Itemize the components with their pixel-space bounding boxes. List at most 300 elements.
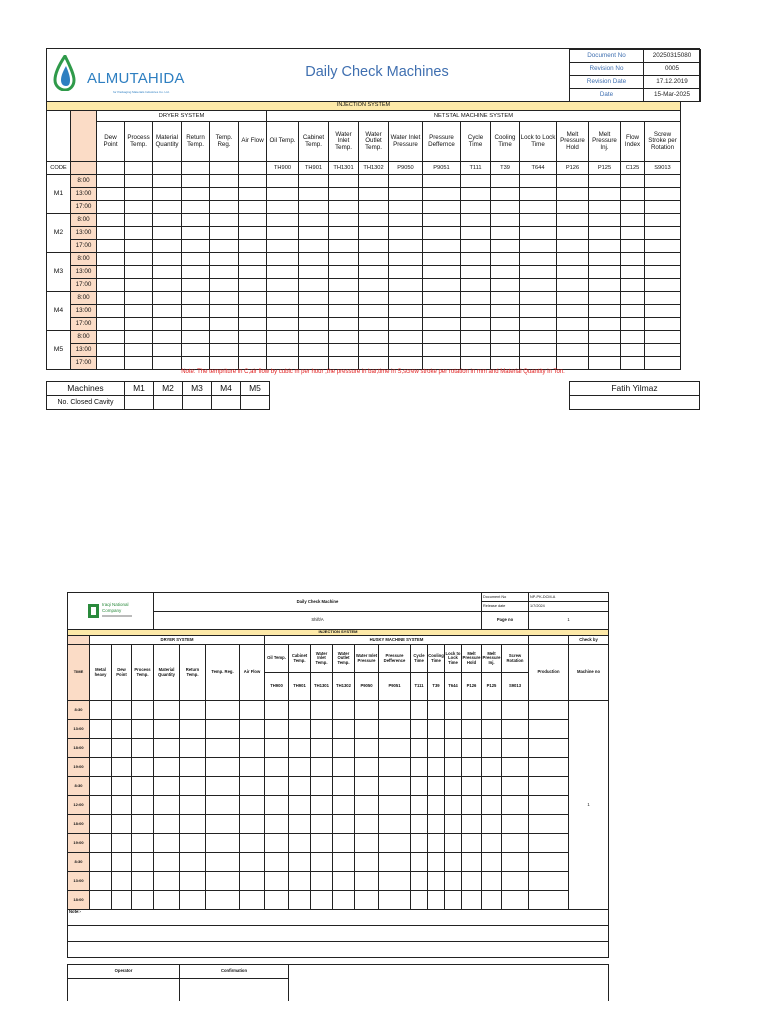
entry-cell[interactable] bbox=[112, 815, 132, 834]
entry-cell[interactable] bbox=[239, 188, 267, 201]
entry-cell[interactable] bbox=[502, 796, 529, 815]
entry-cell[interactable] bbox=[265, 777, 289, 796]
entry-cell[interactable] bbox=[90, 796, 112, 815]
entry-cell[interactable] bbox=[206, 834, 240, 853]
entry-cell[interactable] bbox=[182, 227, 210, 240]
entry-cell[interactable] bbox=[428, 739, 445, 758]
entry-cell[interactable] bbox=[299, 214, 329, 227]
entry-cell[interactable] bbox=[267, 214, 299, 227]
entry-cell[interactable] bbox=[329, 253, 359, 266]
entry-cell[interactable] bbox=[411, 777, 428, 796]
entry-cell[interactable] bbox=[210, 357, 239, 370]
entry-cell[interactable] bbox=[520, 175, 557, 188]
entry-cell[interactable] bbox=[132, 701, 154, 720]
entry-cell[interactable] bbox=[359, 331, 389, 344]
entry-cell[interactable] bbox=[379, 853, 411, 872]
entry-cell[interactable] bbox=[359, 305, 389, 318]
entry-cell[interactable] bbox=[379, 891, 411, 910]
entry-cell[interactable] bbox=[311, 720, 333, 739]
entry-cell[interactable] bbox=[329, 240, 359, 253]
entry-cell[interactable] bbox=[389, 357, 423, 370]
entry-cell[interactable] bbox=[482, 891, 502, 910]
entry-cell[interactable] bbox=[125, 292, 153, 305]
entry-cell[interactable] bbox=[125, 331, 153, 344]
entry-cell[interactable] bbox=[359, 253, 389, 266]
entry-cell[interactable] bbox=[240, 834, 265, 853]
entry-cell[interactable] bbox=[621, 292, 645, 305]
entry-cell[interactable] bbox=[180, 720, 206, 739]
entry-cell[interactable] bbox=[239, 201, 267, 214]
entry-cell[interactable] bbox=[482, 796, 502, 815]
entry-cell[interactable] bbox=[462, 815, 482, 834]
entry-cell[interactable] bbox=[329, 188, 359, 201]
entry-cell[interactable] bbox=[428, 796, 445, 815]
entry-cell[interactable] bbox=[265, 758, 289, 777]
entry-cell[interactable] bbox=[462, 872, 482, 891]
entry-cell[interactable] bbox=[153, 318, 182, 331]
signature-blank[interactable] bbox=[570, 396, 700, 410]
entry-cell[interactable] bbox=[529, 701, 569, 720]
entry-cell[interactable] bbox=[423, 227, 461, 240]
entry-cell[interactable] bbox=[557, 331, 589, 344]
entry-cell[interactable] bbox=[289, 834, 311, 853]
entry-cell[interactable] bbox=[482, 758, 502, 777]
entry-cell[interactable] bbox=[329, 279, 359, 292]
entry-cell[interactable] bbox=[491, 240, 520, 253]
entry-cell[interactable] bbox=[389, 331, 423, 344]
entry-cell[interactable] bbox=[311, 834, 333, 853]
entry-cell[interactable] bbox=[182, 357, 210, 370]
entry-cell[interactable] bbox=[125, 318, 153, 331]
entry-cell[interactable] bbox=[210, 175, 239, 188]
entry-cell[interactable] bbox=[491, 201, 520, 214]
entry-cell[interactable] bbox=[112, 891, 132, 910]
entry-cell[interactable] bbox=[239, 331, 267, 344]
entry-cell[interactable] bbox=[482, 701, 502, 720]
entry-cell[interactable] bbox=[379, 796, 411, 815]
entry-cell[interactable] bbox=[589, 305, 621, 318]
entry-cell[interactable] bbox=[311, 815, 333, 834]
operator-signature[interactable] bbox=[68, 979, 180, 1001]
entry-cell[interactable] bbox=[206, 777, 240, 796]
entry-cell[interactable] bbox=[154, 891, 180, 910]
entry-cell[interactable] bbox=[329, 227, 359, 240]
entry-cell[interactable] bbox=[206, 853, 240, 872]
entry-cell[interactable] bbox=[529, 834, 569, 853]
entry-cell[interactable] bbox=[182, 279, 210, 292]
entry-cell[interactable] bbox=[180, 853, 206, 872]
entry-cell[interactable] bbox=[645, 344, 681, 357]
entry-cell[interactable] bbox=[589, 188, 621, 201]
entry-cell[interactable] bbox=[389, 318, 423, 331]
entry-cell[interactable] bbox=[265, 834, 289, 853]
entry-cell[interactable] bbox=[621, 305, 645, 318]
entry-cell[interactable] bbox=[423, 318, 461, 331]
entry-cell[interactable] bbox=[90, 701, 112, 720]
cavity-entry[interactable] bbox=[154, 396, 183, 410]
entry-cell[interactable] bbox=[90, 777, 112, 796]
entry-cell[interactable] bbox=[355, 701, 379, 720]
entry-cell[interactable] bbox=[529, 739, 569, 758]
entry-cell[interactable] bbox=[423, 214, 461, 227]
entry-cell[interactable] bbox=[389, 175, 423, 188]
entry-cell[interactable] bbox=[153, 240, 182, 253]
entry-cell[interactable] bbox=[153, 292, 182, 305]
entry-cell[interactable] bbox=[267, 279, 299, 292]
entry-cell[interactable] bbox=[180, 891, 206, 910]
entry-cell[interactable] bbox=[645, 175, 681, 188]
entry-cell[interactable] bbox=[645, 305, 681, 318]
entry-cell[interactable] bbox=[333, 853, 355, 872]
entry-cell[interactable] bbox=[311, 777, 333, 796]
entry-cell[interactable] bbox=[411, 815, 428, 834]
entry-cell[interactable] bbox=[589, 318, 621, 331]
entry-cell[interactable] bbox=[645, 357, 681, 370]
entry-cell[interactable] bbox=[389, 201, 423, 214]
entry-cell[interactable] bbox=[379, 777, 411, 796]
entry-cell[interactable] bbox=[389, 292, 423, 305]
entry-cell[interactable] bbox=[428, 815, 445, 834]
entry-cell[interactable] bbox=[267, 266, 299, 279]
entry-cell[interactable] bbox=[289, 701, 311, 720]
entry-cell[interactable] bbox=[239, 175, 267, 188]
entry-cell[interactable] bbox=[112, 872, 132, 891]
entry-cell[interactable] bbox=[355, 872, 379, 891]
entry-cell[interactable] bbox=[333, 739, 355, 758]
entry-cell[interactable] bbox=[589, 292, 621, 305]
entry-cell[interactable] bbox=[491, 344, 520, 357]
entry-cell[interactable] bbox=[520, 240, 557, 253]
cavity-entry[interactable] bbox=[212, 396, 241, 410]
entry-cell[interactable] bbox=[240, 853, 265, 872]
entry-cell[interactable] bbox=[267, 357, 299, 370]
entry-cell[interactable] bbox=[359, 292, 389, 305]
entry-cell[interactable] bbox=[502, 758, 529, 777]
entry-cell[interactable] bbox=[529, 815, 569, 834]
entry-cell[interactable] bbox=[154, 701, 180, 720]
entry-cell[interactable] bbox=[411, 758, 428, 777]
entry-cell[interactable] bbox=[153, 357, 182, 370]
entry-cell[interactable] bbox=[289, 758, 311, 777]
entry-cell[interactable] bbox=[491, 279, 520, 292]
entry-cell[interactable] bbox=[239, 305, 267, 318]
entry-cell[interactable] bbox=[428, 777, 445, 796]
entry-cell[interactable] bbox=[428, 872, 445, 891]
entry-cell[interactable] bbox=[502, 815, 529, 834]
entry-cell[interactable] bbox=[210, 240, 239, 253]
entry-cell[interactable] bbox=[355, 891, 379, 910]
entry-cell[interactable] bbox=[210, 214, 239, 227]
entry-cell[interactable] bbox=[423, 305, 461, 318]
entry-cell[interactable] bbox=[461, 279, 491, 292]
entry-cell[interactable] bbox=[210, 227, 239, 240]
entry-cell[interactable] bbox=[621, 240, 645, 253]
entry-cell[interactable] bbox=[329, 201, 359, 214]
entry-cell[interactable] bbox=[182, 292, 210, 305]
entry-cell[interactable] bbox=[112, 796, 132, 815]
entry-cell[interactable] bbox=[267, 227, 299, 240]
entry-cell[interactable] bbox=[267, 331, 299, 344]
entry-cell[interactable] bbox=[299, 357, 329, 370]
entry-cell[interactable] bbox=[482, 834, 502, 853]
entry-cell[interactable] bbox=[206, 872, 240, 891]
entry-cell[interactable] bbox=[520, 214, 557, 227]
entry-cell[interactable] bbox=[265, 891, 289, 910]
entry-cell[interactable] bbox=[97, 240, 125, 253]
entry-cell[interactable] bbox=[265, 853, 289, 872]
entry-cell[interactable] bbox=[359, 318, 389, 331]
entry-cell[interactable] bbox=[182, 266, 210, 279]
entry-cell[interactable] bbox=[206, 815, 240, 834]
entry-cell[interactable] bbox=[423, 253, 461, 266]
entry-cell[interactable] bbox=[491, 188, 520, 201]
entry-cell[interactable] bbox=[529, 853, 569, 872]
entry-cell[interactable] bbox=[621, 266, 645, 279]
entry-cell[interactable] bbox=[491, 253, 520, 266]
entry-cell[interactable] bbox=[311, 701, 333, 720]
entry-cell[interactable] bbox=[491, 266, 520, 279]
entry-cell[interactable] bbox=[206, 720, 240, 739]
entry-cell[interactable] bbox=[333, 796, 355, 815]
entry-cell[interactable] bbox=[311, 796, 333, 815]
entry-cell[interactable] bbox=[529, 872, 569, 891]
entry-cell[interactable] bbox=[239, 279, 267, 292]
entry-cell[interactable] bbox=[240, 739, 265, 758]
entry-cell[interactable] bbox=[461, 266, 491, 279]
entry-cell[interactable] bbox=[289, 815, 311, 834]
entry-cell[interactable] bbox=[289, 739, 311, 758]
entry-cell[interactable] bbox=[462, 739, 482, 758]
entry-cell[interactable] bbox=[379, 701, 411, 720]
entry-cell[interactable] bbox=[239, 240, 267, 253]
entry-cell[interactable] bbox=[90, 834, 112, 853]
entry-cell[interactable] bbox=[153, 227, 182, 240]
entry-cell[interactable] bbox=[428, 834, 445, 853]
entry-cell[interactable] bbox=[389, 188, 423, 201]
entry-cell[interactable] bbox=[180, 701, 206, 720]
entry-cell[interactable] bbox=[423, 279, 461, 292]
entry-cell[interactable] bbox=[154, 796, 180, 815]
entry-cell[interactable] bbox=[589, 253, 621, 266]
entry-cell[interactable] bbox=[482, 720, 502, 739]
entry-cell[interactable] bbox=[329, 175, 359, 188]
entry-cell[interactable] bbox=[445, 739, 462, 758]
entry-cell[interactable] bbox=[206, 758, 240, 777]
entry-cell[interactable] bbox=[411, 891, 428, 910]
entry-cell[interactable] bbox=[90, 815, 112, 834]
entry-cell[interactable] bbox=[645, 253, 681, 266]
entry-cell[interactable] bbox=[265, 739, 289, 758]
entry-cell[interactable] bbox=[389, 344, 423, 357]
entry-cell[interactable] bbox=[482, 872, 502, 891]
entry-cell[interactable] bbox=[621, 279, 645, 292]
entry-cell[interactable] bbox=[557, 318, 589, 331]
entry-cell[interactable] bbox=[154, 872, 180, 891]
entry-cell[interactable] bbox=[132, 815, 154, 834]
entry-cell[interactable] bbox=[423, 357, 461, 370]
entry-cell[interactable] bbox=[265, 701, 289, 720]
entry-cell[interactable] bbox=[289, 777, 311, 796]
entry-cell[interactable] bbox=[461, 344, 491, 357]
entry-cell[interactable] bbox=[132, 739, 154, 758]
entry-cell[interactable] bbox=[520, 344, 557, 357]
entry-cell[interactable] bbox=[299, 331, 329, 344]
entry-cell[interactable] bbox=[557, 201, 589, 214]
entry-cell[interactable] bbox=[289, 720, 311, 739]
cavity-entry[interactable] bbox=[241, 396, 270, 410]
entry-cell[interactable] bbox=[90, 853, 112, 872]
entry-cell[interactable] bbox=[125, 357, 153, 370]
entry-cell[interactable] bbox=[132, 891, 154, 910]
entry-cell[interactable] bbox=[265, 796, 289, 815]
entry-cell[interactable] bbox=[461, 305, 491, 318]
entry-cell[interactable] bbox=[265, 872, 289, 891]
entry-cell[interactable] bbox=[210, 201, 239, 214]
entry-cell[interactable] bbox=[112, 777, 132, 796]
entry-cell[interactable] bbox=[461, 175, 491, 188]
entry-cell[interactable] bbox=[267, 188, 299, 201]
entry-cell[interactable] bbox=[482, 777, 502, 796]
entry-cell[interactable] bbox=[379, 815, 411, 834]
entry-cell[interactable] bbox=[210, 331, 239, 344]
entry-cell[interactable] bbox=[132, 796, 154, 815]
entry-cell[interactable] bbox=[502, 891, 529, 910]
entry-cell[interactable] bbox=[520, 292, 557, 305]
entry-cell[interactable] bbox=[210, 305, 239, 318]
entry-cell[interactable] bbox=[462, 853, 482, 872]
entry-cell[interactable] bbox=[97, 266, 125, 279]
entry-cell[interactable] bbox=[90, 720, 112, 739]
entry-cell[interactable] bbox=[557, 188, 589, 201]
entry-cell[interactable] bbox=[132, 872, 154, 891]
entry-cell[interactable] bbox=[333, 891, 355, 910]
entry-cell[interactable] bbox=[299, 201, 329, 214]
entry-cell[interactable] bbox=[125, 188, 153, 201]
note-line[interactable] bbox=[68, 926, 609, 942]
entry-cell[interactable] bbox=[445, 777, 462, 796]
entry-cell[interactable] bbox=[645, 292, 681, 305]
entry-cell[interactable] bbox=[502, 739, 529, 758]
entry-cell[interactable] bbox=[502, 701, 529, 720]
entry-cell[interactable] bbox=[97, 188, 125, 201]
entry-cell[interactable] bbox=[333, 720, 355, 739]
entry-cell[interactable] bbox=[379, 739, 411, 758]
entry-cell[interactable] bbox=[423, 201, 461, 214]
entry-cell[interactable] bbox=[445, 720, 462, 739]
entry-cell[interactable] bbox=[210, 188, 239, 201]
entry-cell[interactable] bbox=[355, 834, 379, 853]
entry-cell[interactable] bbox=[333, 872, 355, 891]
entry-cell[interactable] bbox=[180, 739, 206, 758]
entry-cell[interactable] bbox=[389, 240, 423, 253]
confirmation-signature[interactable] bbox=[180, 979, 289, 1001]
entry-cell[interactable] bbox=[520, 331, 557, 344]
entry-cell[interactable] bbox=[502, 720, 529, 739]
entry-cell[interactable] bbox=[154, 834, 180, 853]
entry-cell[interactable] bbox=[153, 305, 182, 318]
entry-cell[interactable] bbox=[557, 227, 589, 240]
entry-cell[interactable] bbox=[359, 175, 389, 188]
entry-cell[interactable] bbox=[461, 188, 491, 201]
entry-cell[interactable] bbox=[491, 214, 520, 227]
entry-cell[interactable] bbox=[182, 240, 210, 253]
entry-cell[interactable] bbox=[182, 201, 210, 214]
entry-cell[interactable] bbox=[589, 240, 621, 253]
entry-cell[interactable] bbox=[125, 227, 153, 240]
entry-cell[interactable] bbox=[557, 279, 589, 292]
entry-cell[interactable] bbox=[267, 292, 299, 305]
entry-cell[interactable] bbox=[239, 344, 267, 357]
entry-cell[interactable] bbox=[125, 201, 153, 214]
entry-cell[interactable] bbox=[210, 279, 239, 292]
entry-cell[interactable] bbox=[557, 266, 589, 279]
entry-cell[interactable] bbox=[445, 701, 462, 720]
entry-cell[interactable] bbox=[267, 344, 299, 357]
entry-cell[interactable] bbox=[97, 214, 125, 227]
entry-cell[interactable] bbox=[589, 266, 621, 279]
entry-cell[interactable] bbox=[557, 357, 589, 370]
entry-cell[interactable] bbox=[333, 758, 355, 777]
entry-cell[interactable] bbox=[621, 318, 645, 331]
entry-cell[interactable] bbox=[182, 175, 210, 188]
entry-cell[interactable] bbox=[240, 872, 265, 891]
entry-cell[interactable] bbox=[125, 240, 153, 253]
entry-cell[interactable] bbox=[180, 815, 206, 834]
entry-cell[interactable] bbox=[557, 214, 589, 227]
entry-cell[interactable] bbox=[125, 279, 153, 292]
entry-cell[interactable] bbox=[355, 853, 379, 872]
entry-cell[interactable] bbox=[240, 701, 265, 720]
entry-cell[interactable] bbox=[411, 872, 428, 891]
entry-cell[interactable] bbox=[329, 331, 359, 344]
entry-cell[interactable] bbox=[154, 777, 180, 796]
entry-cell[interactable] bbox=[240, 891, 265, 910]
entry-cell[interactable] bbox=[589, 344, 621, 357]
entry-cell[interactable] bbox=[299, 240, 329, 253]
entry-cell[interactable] bbox=[97, 227, 125, 240]
entry-cell[interactable] bbox=[423, 344, 461, 357]
entry-cell[interactable] bbox=[240, 796, 265, 815]
entry-cell[interactable] bbox=[210, 253, 239, 266]
entry-cell[interactable] bbox=[423, 292, 461, 305]
entry-cell[interactable] bbox=[491, 292, 520, 305]
entry-cell[interactable] bbox=[112, 701, 132, 720]
entry-cell[interactable] bbox=[411, 701, 428, 720]
entry-cell[interactable] bbox=[180, 872, 206, 891]
entry-cell[interactable] bbox=[589, 214, 621, 227]
entry-cell[interactable] bbox=[239, 292, 267, 305]
entry-cell[interactable] bbox=[154, 815, 180, 834]
entry-cell[interactable] bbox=[206, 796, 240, 815]
entry-cell[interactable] bbox=[389, 227, 423, 240]
entry-cell[interactable] bbox=[411, 853, 428, 872]
entry-cell[interactable] bbox=[445, 853, 462, 872]
entry-cell[interactable] bbox=[520, 188, 557, 201]
entry-cell[interactable] bbox=[359, 266, 389, 279]
entry-cell[interactable] bbox=[359, 344, 389, 357]
entry-cell[interactable] bbox=[589, 175, 621, 188]
entry-cell[interactable] bbox=[482, 739, 502, 758]
entry-cell[interactable] bbox=[125, 175, 153, 188]
entry-cell[interactable] bbox=[529, 891, 569, 910]
entry-cell[interactable] bbox=[239, 227, 267, 240]
entry-cell[interactable] bbox=[267, 240, 299, 253]
entry-cell[interactable] bbox=[97, 201, 125, 214]
entry-cell[interactable] bbox=[182, 253, 210, 266]
entry-cell[interactable] bbox=[125, 344, 153, 357]
entry-cell[interactable] bbox=[132, 853, 154, 872]
entry-cell[interactable] bbox=[645, 240, 681, 253]
